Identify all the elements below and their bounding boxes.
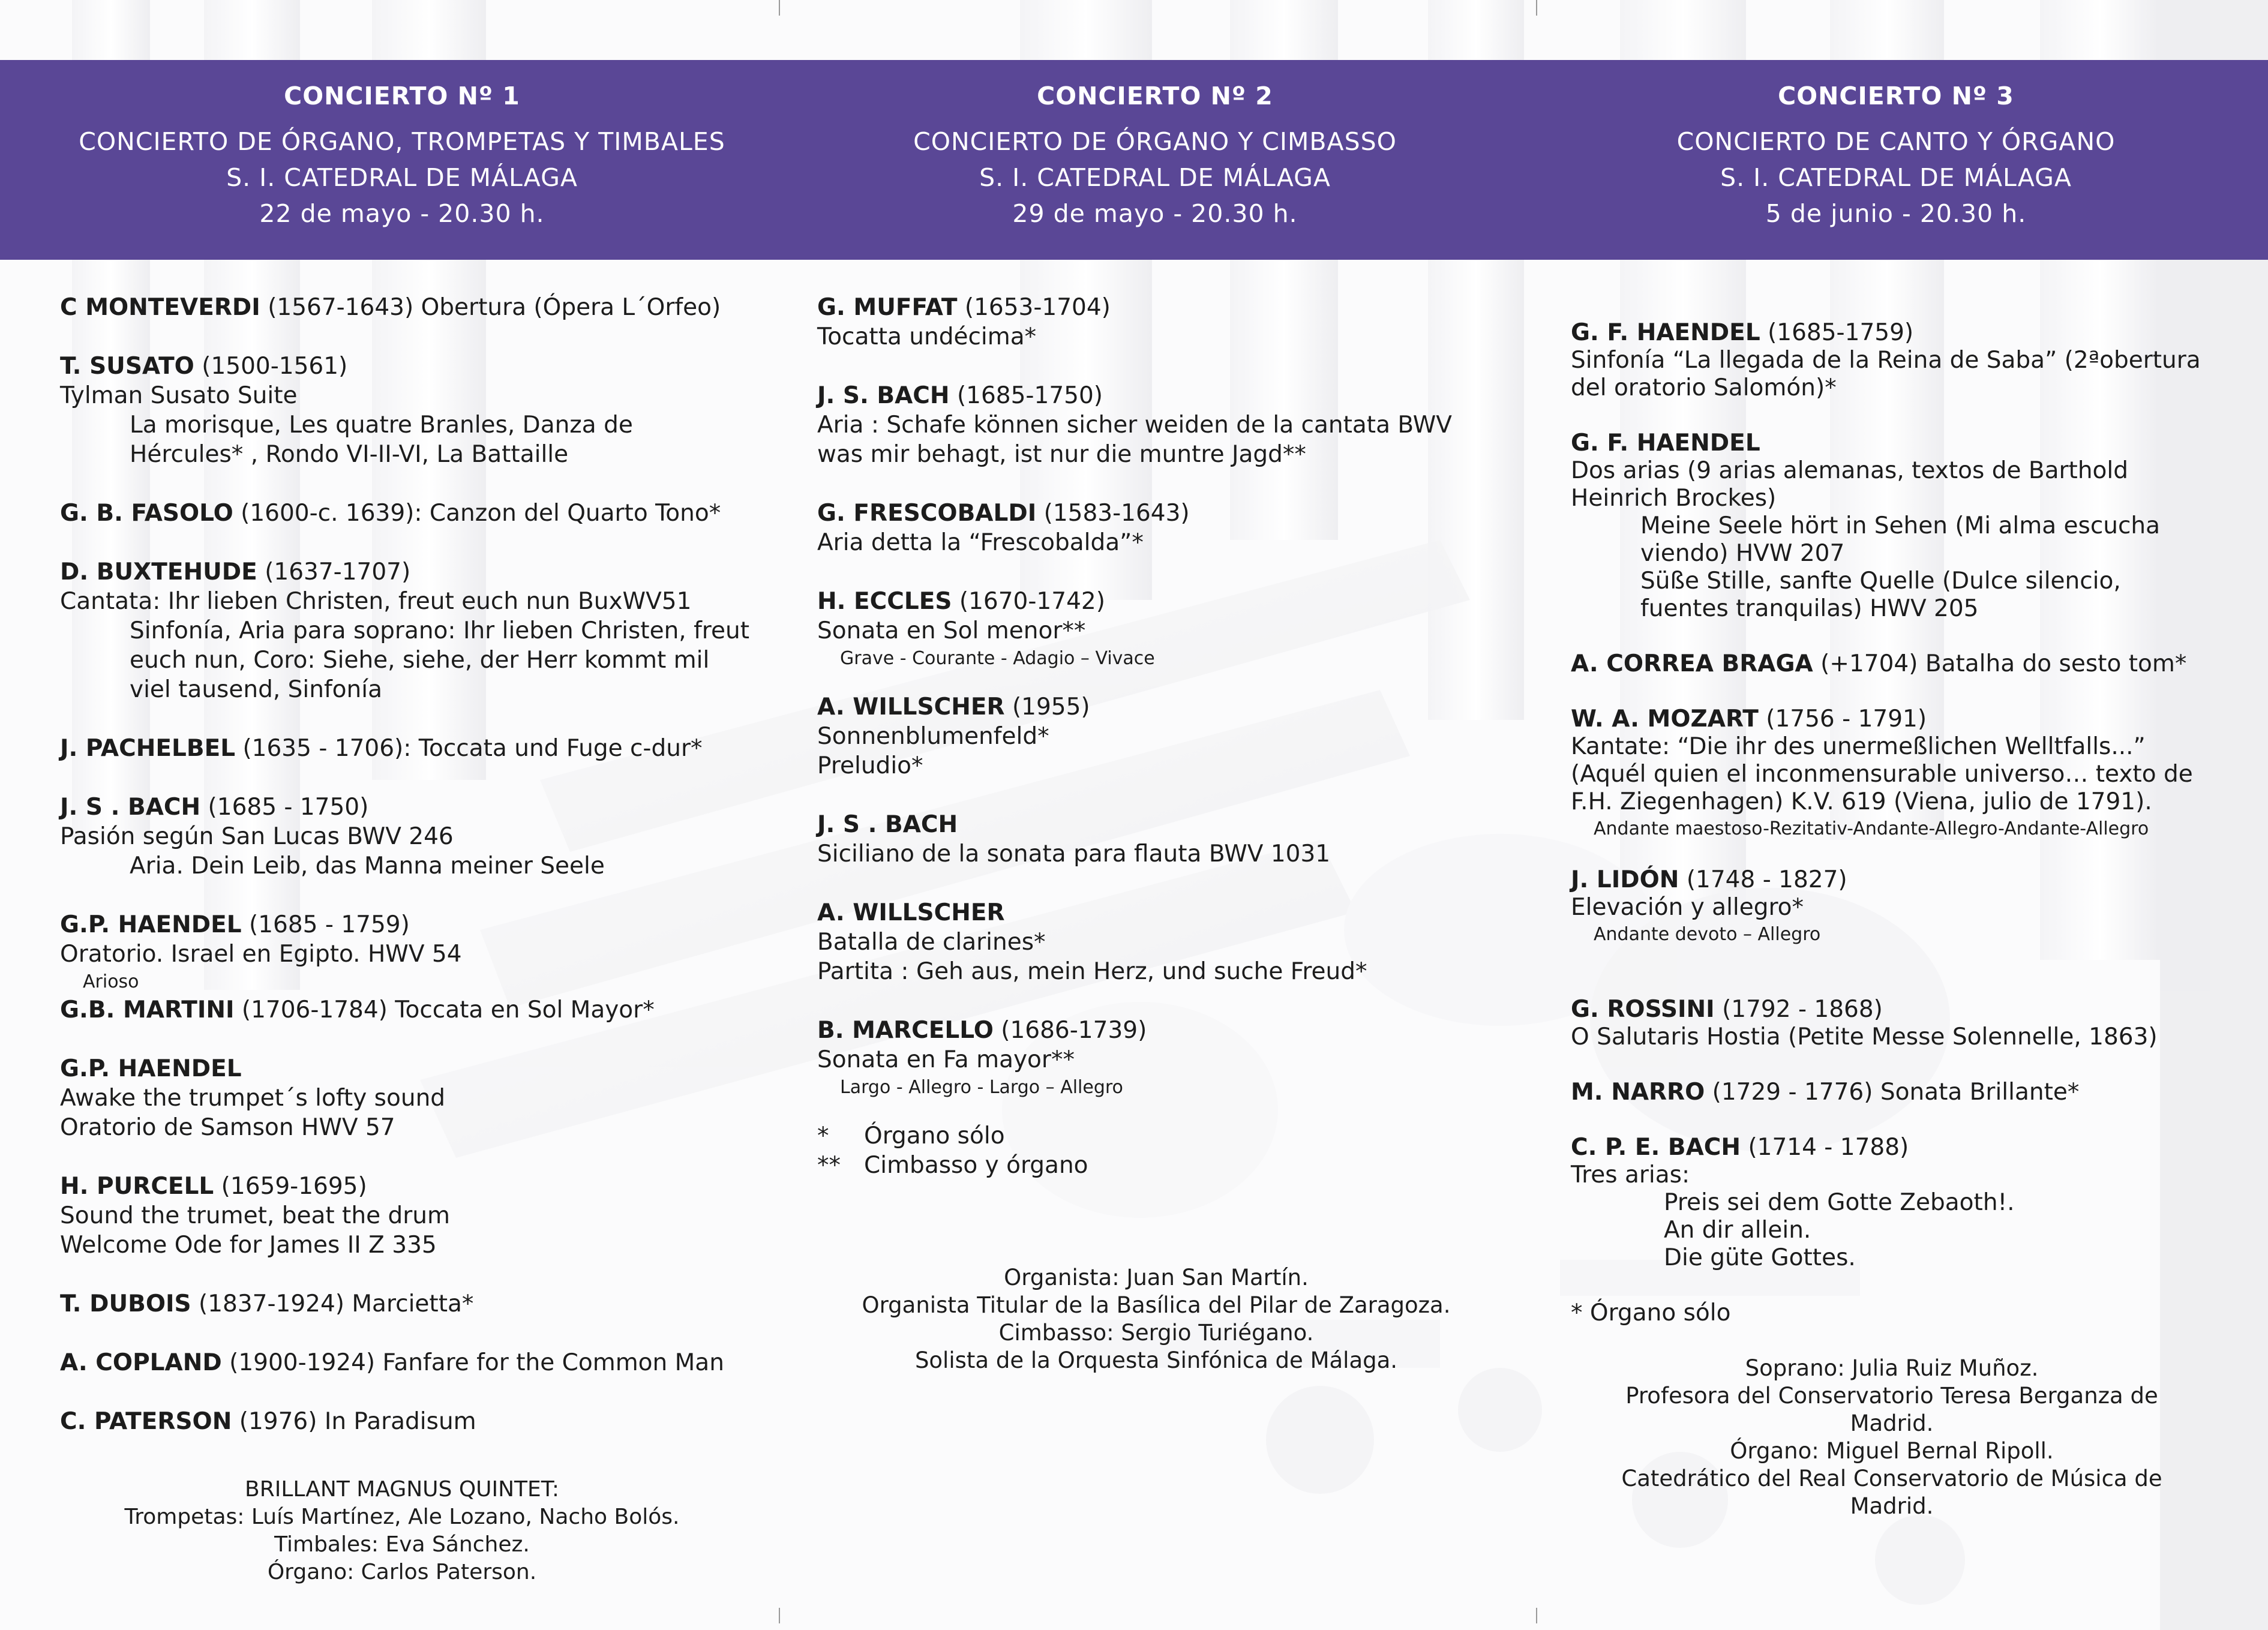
concert-number: CONCIERTO Nº 1 [284, 82, 520, 110]
footnote [817, 1151, 1495, 1180]
composer-name: J. S. BACH [817, 382, 950, 409]
work-title: Siciliano de la sonata para flauta BWV 1031 [817, 840, 1331, 867]
footnote [817, 1121, 1495, 1151]
work-title: Pasión según San Lucas BWV 246 [60, 823, 454, 850]
composer-dates: (1670-1742) [952, 588, 1105, 615]
concerts-header-band [0, 60, 2268, 260]
composer-name: G. F. HAENDEL [1571, 430, 1760, 457]
work-detail: fuentes tranquilas) HWV 205 [1640, 595, 1979, 622]
program-entry [1571, 866, 2213, 948]
crop-mark [779, 0, 780, 16]
credit-line: Timbales: Eva Sánchez. [274, 1532, 530, 1557]
credit-line: Órgano: Miguel Bernal Ripoll. [1730, 1438, 2054, 1464]
work-detail: La morisque, Les quatre Branles, Danza de [130, 412, 633, 439]
performers-credits [1571, 1355, 2213, 1520]
work-detail: euch nun, Coro: Siehe, siehe, der Herr kommt mil [130, 647, 710, 674]
composer-name: D. BUXTEHUDE [60, 559, 257, 586]
work-detail: Oratorio de Samson HWV 57 [60, 1114, 395, 1141]
credit-line: Madrid. [1850, 1493, 1934, 1519]
composer-name: G. ROSSINI [1571, 996, 1715, 1023]
program-entry [60, 1054, 749, 1142]
composer-dates: (1976) In Paradisum [232, 1408, 476, 1435]
program-entry [1571, 706, 2213, 842]
composer-name: G.B. MARTINI [60, 996, 235, 1023]
credit-line: BRILLANT MAGNUS QUINTET: [245, 1477, 559, 1502]
composer-name: J. PACHELBEL [60, 735, 236, 762]
composer-dates: (1635 - 1706): Toccata und Fuge c-dur* [235, 735, 703, 762]
work-title: Sound the trumet, beat the drum [60, 1202, 450, 1229]
composer-dates: (1600-c. 1639): Canzon del Quarto Tono* [233, 500, 721, 527]
composer-dates: (+1704) Batalha do sesto tom* [1813, 650, 2187, 677]
composer-name: T. SUSATO [60, 353, 194, 380]
composer-name: G. F. HAENDEL [1571, 319, 1760, 346]
movements: Andante devoto – Allegro [1594, 924, 1821, 945]
work-title: Sonata en Fa mayor** [817, 1046, 1075, 1073]
performers-credits [817, 1264, 1495, 1374]
work-title: Tres arias: [1571, 1161, 1690, 1188]
program-entry [60, 1348, 749, 1377]
movements: Grave - Courante - Adagio – Vivace [840, 648, 1155, 669]
concert-3-header [1518, 60, 2268, 232]
work-detail: Hércules* , Rondo VI-II-VI, La Battaille [130, 441, 569, 468]
program-column-2 [817, 293, 1495, 1374]
program-entry [60, 499, 749, 528]
work-title: Tocatta undécima* [817, 323, 1037, 350]
work-title: Heinrich Brockes) [1571, 485, 1777, 512]
program-entry [60, 793, 749, 881]
work-title: Partita : Geh aus, mein Herz, und suche Freud* [817, 958, 1367, 985]
work-detail: Sinfonía, Aria para soprano: Ihr lieben Christen, freut [130, 617, 749, 644]
work-detail: Preis sei dem Gotte Zebaoth!. [1664, 1189, 2015, 1216]
composer-dates: (1685-1759) [1760, 319, 1914, 346]
composer-name: M. NARRO [1571, 1079, 1705, 1106]
work-title: Dos arias (9 arias alemanas, textos de Barthold [1571, 457, 2128, 484]
composer-name: G. MUFFAT [817, 294, 958, 321]
work-title: del oratorio Salomón)* [1571, 374, 1837, 401]
composer-name: C MONTEVERDI [60, 294, 260, 321]
crop-mark [1536, 1608, 1537, 1623]
credit-line: Trompetas: Luís Martínez, Ale Lozano, Nacho Bolós. [124, 1505, 680, 1529]
composer-dates: (1567-1643) Obertura (Ópera L´Orfeo) [260, 294, 721, 321]
composer-name: B. MARCELLO [817, 1017, 994, 1044]
work-title: Elevación y allegro* [1571, 894, 1804, 921]
credit-line: Madrid. [1850, 1410, 1934, 1436]
work-title: Preludio* [817, 752, 923, 779]
credit-line: Solista de la Orquesta Sinfónica de Málaga. [914, 1347, 1398, 1373]
composer-dates: (1659-1695) [214, 1173, 367, 1200]
concert-number: CONCIERTO Nº 2 [1037, 82, 1273, 110]
credit-line: Organista Titular de la Basílica del Pilar de Zaragoza. [862, 1292, 1451, 1318]
composer-dates: (1729 - 1776) Sonata Brillante* [1705, 1079, 2080, 1106]
work-title: Tylman Susato Suite [60, 382, 298, 409]
composer-name: H. ECCLES [817, 588, 952, 615]
composer-dates: (1685-1750) [949, 382, 1103, 409]
credit-line: Profesora del Conservatorio Teresa Berganza de [1625, 1383, 2158, 1409]
composer-dates: (1955) [1004, 694, 1090, 721]
composer-name: G. FRESCOBALDI [817, 500, 1037, 527]
footnote-text: * Órgano sólo [1571, 1299, 1731, 1326]
work-detail: Welcome Ode for James II Z 335 [60, 1232, 437, 1259]
composer-name: A. CORREA BRAGA [1571, 650, 1813, 677]
program-entry [817, 898, 1495, 986]
composer-name: H. PURCELL [60, 1173, 214, 1200]
program-entry [60, 1172, 749, 1260]
program-column-1 [60, 293, 749, 1586]
composer-dates: (1583-1643) [1036, 500, 1190, 527]
work-title: Aria : Schafe können sicher weiden de la cantata BWV [817, 412, 1452, 439]
work-detail: viel tausend, Sinfonía [130, 676, 382, 703]
composer-dates: (1900-1924) Fanfare for the Common Man [221, 1349, 724, 1376]
work-title: Kantate: “Die ihr des unermeßlichen Welltfalls...” [1571, 733, 2146, 760]
program-entry [1571, 319, 2213, 402]
work-detail: An dir allein. [1664, 1217, 1811, 1244]
composer-dates: (1756 - 1791) [1758, 706, 1927, 733]
work-detail: Meine Seele hört in Sehen (Mi alma escucha [1640, 512, 2161, 539]
work-title: F.H. Ziegenhagen) K.V. 619 (Viena, julio de 1791). [1571, 788, 2152, 815]
footnote-mark: ** [817, 1152, 841, 1179]
concert-venue: S. I. CATEDRAL DE MÁLAGA [1720, 163, 2072, 192]
program-entry [60, 1289, 749, 1319]
program-entry [60, 995, 749, 1025]
work-title: O Salutaris Hostia (Petite Messe Solennelle, 1863) [1571, 1023, 2158, 1050]
composer-name: A. WILLSCHER [817, 899, 1005, 926]
performers-credits [60, 1476, 744, 1586]
work-title: Batalla de clarines* [817, 929, 1046, 956]
concert-1-header [24, 60, 780, 232]
composer-name: G.P. HAENDEL [60, 1055, 242, 1082]
composer-dates: (1714 - 1788) [1741, 1134, 1909, 1161]
footnote-mark: * [817, 1122, 829, 1149]
concert-date: 5 de junio - 20.30 h. [1765, 199, 2027, 228]
work-title: Sinfonía “La llegada de la Reina de Saba” (2ªobertura [1571, 347, 2201, 374]
work-title: (Aquél quien el inconmensurable universo… texto de [1571, 761, 2193, 788]
movements: Largo - Allegro - Largo – Allegro [840, 1077, 1123, 1098]
concert-number: CONCIERTO Nº 3 [1778, 82, 2014, 110]
composer-dates: (1685 - 1750) [200, 794, 369, 821]
work-detail: viendo) HVW 207 [1640, 540, 1845, 567]
composer-dates: (1837-1924) Marcietta* [191, 1290, 474, 1317]
footnote-text: Órgano sólo [864, 1122, 1005, 1149]
program-entry [60, 293, 749, 322]
composer-dates: (1792 - 1868) [1714, 996, 1883, 1023]
concert-date: 22 de mayo - 20.30 h. [259, 199, 545, 228]
composer-dates: (1653-1704) [957, 294, 1111, 321]
composer-name: C. PATERSON [60, 1408, 232, 1435]
composer-name: A. WILLSCHER [817, 694, 1005, 721]
composer-name: G. B. FASOLO [60, 500, 233, 527]
concert-title: CONCIERTO DE ÓRGANO Y CIMBASSO [913, 127, 1397, 156]
credit-line: Catedrático del Real Conservatorio de Música de [1621, 1466, 2162, 1491]
composer-dates: (1748 - 1827) [1679, 866, 1847, 893]
work-title: Oratorio. Israel en Egipto. HWV 54 [60, 941, 462, 968]
program-entry [1571, 1134, 2213, 1272]
work-detail: Die güte Gottes. [1664, 1244, 1856, 1271]
concert-2-header [777, 60, 1533, 232]
work-detail: Arioso [83, 971, 139, 992]
composer-dates: (1637-1707) [257, 559, 411, 586]
composer-name: J. S . BACH [60, 794, 201, 821]
composer-name: J. LIDÓN [1571, 866, 1679, 893]
composer-dates: (1500-1561) [194, 353, 348, 380]
program-entry [60, 352, 749, 469]
concert-title: CONCIERTO DE CANTO Y ÓRGANO [1676, 127, 2116, 156]
composer-name: A. COPLAND [60, 1349, 222, 1376]
work-title: Cantata: Ihr lieben Christen, freut euch nun BuxWV51 [60, 588, 692, 615]
crop-mark [1536, 0, 1537, 16]
composer-name: J. S . BACH [817, 811, 958, 838]
program-entry [1571, 430, 2213, 623]
program-column-3 [1571, 319, 2213, 1520]
program-entry [817, 499, 1495, 557]
program-entry [1571, 1079, 2213, 1106]
program-entry [817, 293, 1495, 352]
concert-venue: S. I. CATEDRAL DE MÁLAGA [979, 163, 1331, 192]
work-title: Sonnenblumenfeld* [817, 723, 1049, 750]
work-title: Aria detta la “Frescobalda”* [817, 529, 1144, 556]
program-entry [60, 557, 749, 704]
credit-line: Organista: Juan San Martín. [1004, 1265, 1309, 1290]
concert-date: 29 de mayo - 20.30 h. [1012, 199, 1298, 228]
credit-line: Cimbasso: Sergio Turiégano. [998, 1320, 1314, 1346]
work-detail: Aria. Dein Leib, das Manna meiner Seele [130, 852, 605, 879]
composer-dates: (1706-1784) Toccata en Sol Mayor* [234, 996, 655, 1023]
credit-line: Órgano: Carlos Paterson. [267, 1560, 537, 1584]
composer-dates: (1686-1739) [993, 1017, 1147, 1044]
program-entry [60, 910, 749, 995]
program-entry [817, 1016, 1495, 1101]
program-entry [817, 692, 1495, 781]
work-title: Awake the trumpet´s lofty sound [60, 1085, 446, 1112]
program-entry [60, 734, 749, 763]
work-detail: was mir behagt, ist nur die muntre Jagd** [817, 441, 1306, 468]
composer-name: T. DUBOIS [60, 1290, 191, 1317]
composer-dates: (1685 - 1759) [241, 911, 410, 938]
footnotes [817, 1121, 1495, 1180]
footnote-text: Cimbasso y órgano [864, 1152, 1088, 1179]
footnotes [1571, 1299, 2213, 1327]
program-entry [1571, 996, 2213, 1051]
program-entry [817, 587, 1495, 672]
credit-line: Soprano: Julia Ruiz Muñoz. [1745, 1355, 2039, 1381]
movements: Andante maestoso-Rezitativ-Andante-Allegro-Andante-Allegro [1594, 818, 2149, 839]
composer-name: G.P. HAENDEL [60, 911, 242, 938]
program-entry [817, 810, 1495, 869]
work-detail: Süße Stille, sanfte Quelle (Dulce silencio, [1640, 568, 2121, 595]
composer-name: C. P. E. BACH [1571, 1134, 1741, 1161]
concert-venue: S. I. CATEDRAL DE MÁLAGA [226, 163, 578, 192]
work-title: Sonata en Sol menor** [817, 617, 1086, 644]
program-entry [1571, 650, 2213, 678]
concert-title: CONCIERTO DE ÓRGANO, TROMPETAS Y TIMBALES [79, 127, 725, 156]
program-entry [60, 1407, 749, 1436]
crop-mark [779, 1608, 780, 1623]
composer-name: W. A. MOZART [1571, 706, 1759, 733]
program-entry [817, 381, 1495, 469]
